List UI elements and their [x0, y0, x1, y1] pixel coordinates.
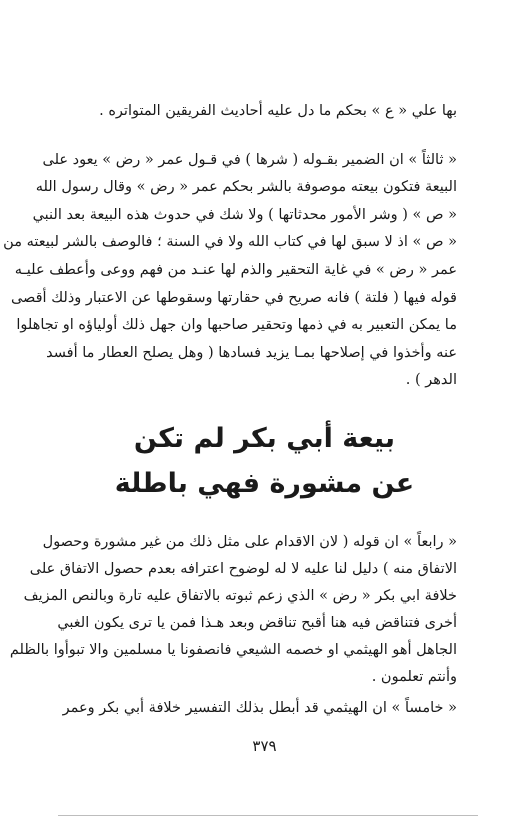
section-heading-line-1: بيعة أبي بكر لم تكن — [133, 423, 396, 454]
paragraph-line: الجاهل أهو الهيثمي او خصمه الشيعي فانصفونا يا مسلمين والا تبوأوا بالظلم — [9, 642, 457, 658]
paragraph-line: « خامساً » ان الهيثمي قد أبطل بذلك التفسير خلافة أبي بكر وعمر — [62, 700, 457, 716]
page-edge-rule — [58, 815, 478, 816]
paragraph-line: خلافة ابي بكر « رض » الذي زعم ثبوته بالاتفاق عليه تارة وبالنص المزيف — [23, 588, 457, 604]
paragraph-line: قوله فيها ( فلتة ) فانه صريح في حقارتها وسقوطها عن الاعتبار وذلك أقصى — [10, 290, 457, 306]
paragraph-line: عنه وأخذوا في إصلاحها بمـا يزيد فسادها ( وهل يصلح العطار ما أفسد — [46, 345, 457, 361]
paragraph-line: الدهر ) . — [405, 372, 457, 388]
paragraph-line: وأنتم تعلمون . — [371, 669, 457, 685]
paragraph-line: « ثالثاً » ان الضمير بقـوله ( شرها ) في قـول عمر « رض » يعود على — [42, 152, 457, 168]
paragraph-line: بها علي « ع » بحكم ما دل عليه أحاديث الفريقين المتواتره . — [99, 103, 457, 119]
page-number: ٣٧٩ — [252, 737, 277, 755]
paragraph-line: الاتفاق منه ) دليل لنا عليه لا له لوضوح اعترافه بعدم حصول الاتفاق على — [29, 561, 457, 577]
paragraph-line: ما يمكن التعبير به في ذمها وتحقير صاحبها وان جهل ذلك أولياؤه او تجاهلوا — [16, 317, 457, 333]
paragraph-line: البيعة فتكون بيعته موصوفة بالشر بحكم عمر « رض » وقال رسول الله — [35, 179, 457, 195]
section-heading-line-2: عن مشورة فهي باطلة — [114, 468, 415, 499]
paragraph-line: « ص » اذ لا سبق لها في كتاب الله ولا في السنة ؛ فالوصف بالشر لبيعته من — [3, 234, 457, 250]
paragraph-line: عمر « رض » في غاية التحقير والذم لها عنـد من فهم ووعى وأعطف عليـه — [14, 262, 457, 278]
paragraph-line: « ص » ( وشر الأمور محدثاتها ) ولا شك في حدوث هذه البيعة بعد النبي — [32, 207, 457, 223]
paragraph-line: أخرى فتناقض فيه هنا أقبح تناقض وبعد هـذا فمن يا ترى يكون الغبي — [57, 615, 457, 631]
paragraph-line: « رابعاً » ان قوله ( لان الاقدام على مثل ذلك من غير مشورة وحصول — [42, 534, 457, 550]
